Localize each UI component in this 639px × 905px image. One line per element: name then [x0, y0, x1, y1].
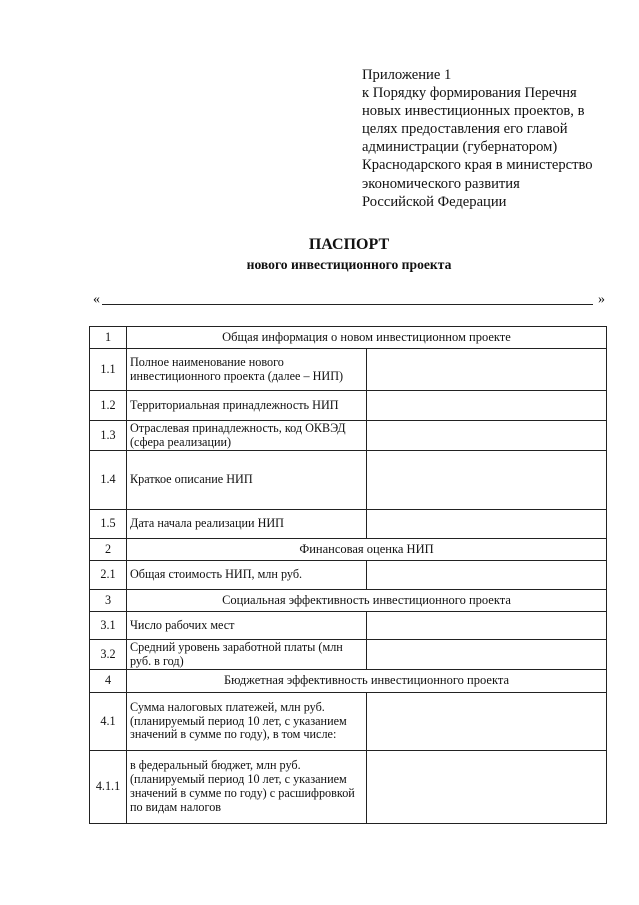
row-label: Средний уровень заработной платы (млн руб. в год) — [127, 640, 367, 670]
row-number: 1.1 — [90, 349, 127, 391]
table-row — [90, 451, 607, 510]
table-row — [90, 640, 607, 670]
row-number: 1.2 — [90, 391, 127, 421]
appendix-line: администрации (губернатором) — [362, 139, 558, 156]
row-label: Полное наименование нового инвестиционного проекта (далее – НИП) — [127, 349, 367, 391]
row-number: 4.1.1 — [90, 751, 127, 824]
section-title: Финансовая оценка НИП — [127, 539, 607, 561]
row-number: 1.4 — [90, 451, 127, 510]
row-number: 4.1 — [90, 693, 127, 751]
value-cell[interactable] — [367, 640, 607, 670]
row-number: 4 — [90, 670, 127, 693]
table-row — [90, 391, 607, 421]
appendix-line: целях предоставления его главой — [362, 121, 568, 138]
row-number: 1.5 — [90, 510, 127, 539]
value-cell[interactable] — [367, 561, 607, 590]
blank-rule — [102, 304, 593, 305]
row-label: в федеральный бюджет, млн руб. (планируемый период 10 лет, с указанием значений в сумме по году) с расшифровкой по видам налогов — [127, 751, 367, 824]
section-title: Общая информация о новом инвестиционном проекте — [127, 327, 607, 349]
table-row — [90, 349, 607, 391]
row-label: Сумма налоговых платежей, млн руб. (планируемый период 10 лет, с указанием значений в сумме по году), в том числе: — [127, 693, 367, 751]
appendix-line: к Порядку формирования Перечня — [362, 85, 577, 102]
table-row — [90, 751, 607, 824]
value-cell[interactable] — [367, 391, 607, 421]
table-row — [90, 510, 607, 539]
table-row — [90, 421, 607, 451]
section-title: Бюджетная эффективность инвестиционного проекта — [127, 670, 607, 693]
appendix-line: Российской Федерации — [362, 193, 507, 210]
row-label: Территориальная принадлежность НИП — [127, 391, 367, 421]
table-row — [90, 693, 607, 751]
table-row — [90, 612, 607, 640]
row-label: Краткое описание НИП — [127, 451, 367, 510]
row-number: 3.2 — [90, 640, 127, 670]
row-label: Дата начала реализации НИП — [127, 510, 367, 539]
row-number: 3 — [90, 590, 127, 612]
value-cell[interactable] — [367, 751, 607, 824]
row-number: 1 — [90, 327, 127, 349]
row-number: 3.1 — [90, 612, 127, 640]
value-cell[interactable] — [367, 693, 607, 751]
appendix-block — [362, 66, 624, 211]
section-title: Социальная эффективность инвестиционного проекта — [127, 590, 607, 612]
section-row — [90, 670, 607, 693]
passport-table — [89, 326, 607, 824]
document-subtitle: нового инвестиционного проекта — [246, 257, 452, 272]
project-name-line — [93, 292, 605, 308]
value-cell[interactable] — [367, 451, 607, 510]
row-number: 1.3 — [90, 421, 127, 451]
row-label: Отраслевая принадлежность, код ОКВЭД (сфера реализации) — [127, 421, 367, 451]
value-cell[interactable] — [367, 349, 607, 391]
value-cell[interactable] — [367, 612, 607, 640]
section-row — [90, 590, 607, 612]
appendix-line: новых инвестиционных проектов, в — [362, 103, 585, 120]
row-label: Общая стоимость НИП, млн руб. — [127, 561, 367, 590]
value-cell[interactable] — [367, 510, 607, 539]
close-quote: » — [598, 292, 605, 307]
open-quote: « — [93, 292, 100, 307]
row-label: Число рабочих мест — [127, 612, 367, 640]
document-title: ПАСПОРТ — [308, 236, 390, 253]
table-row — [90, 561, 607, 590]
section-row — [90, 327, 607, 349]
value-cell[interactable] — [367, 421, 607, 451]
appendix-line: Краснодарского края в министерство — [362, 157, 593, 174]
appendix-line: экономического развития — [362, 175, 520, 192]
row-number: 2.1 — [90, 561, 127, 590]
section-row — [90, 539, 607, 561]
row-number: 2 — [90, 539, 127, 561]
appendix-line: Приложение 1 — [362, 67, 452, 83]
